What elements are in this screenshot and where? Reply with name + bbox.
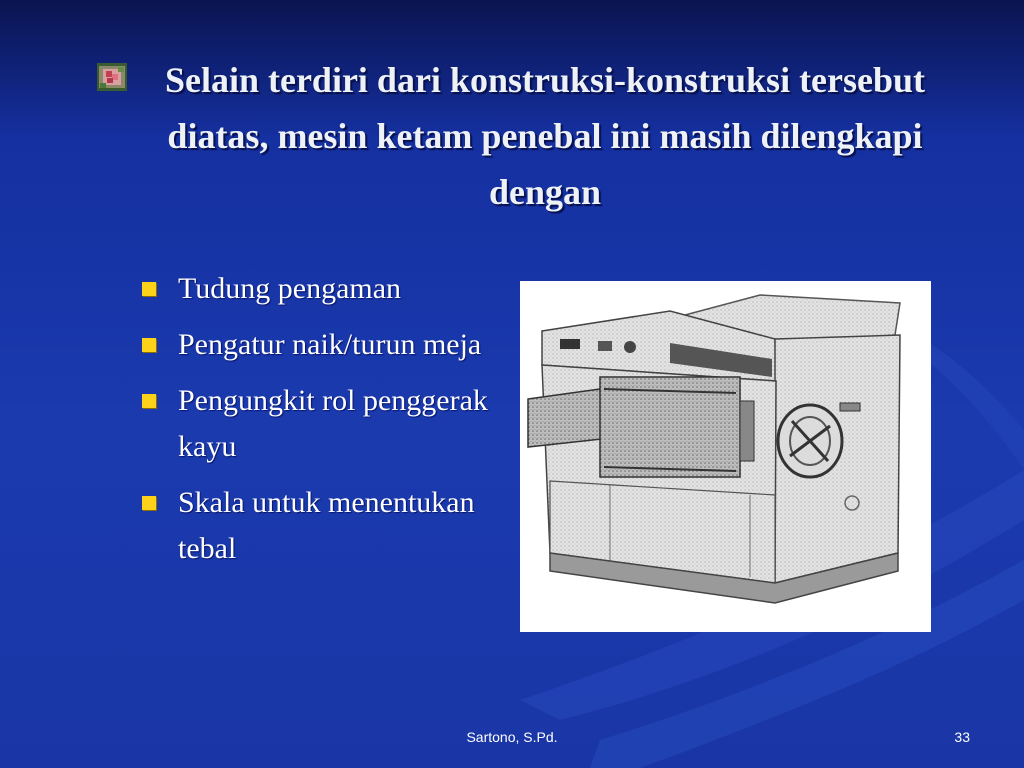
flower-bullet-icon bbox=[97, 63, 127, 91]
square-bullet-icon bbox=[142, 394, 156, 408]
square-bullet-icon bbox=[142, 282, 156, 296]
bullet-text: Skala untuk menentukan tebal bbox=[178, 486, 475, 565]
square-bullet-icon bbox=[142, 338, 156, 352]
bullet-list bbox=[140, 266, 490, 582]
bullet-text: Tudung pengaman bbox=[178, 272, 402, 305]
list-item bbox=[140, 378, 490, 470]
page-number: 33 bbox=[954, 729, 970, 745]
thickness-planer-machine-illustration bbox=[520, 281, 931, 632]
bullet-text: Pengatur naik/turun meja bbox=[178, 328, 482, 361]
slide-title: Selain terdiri dari konstruksi-konstruksi tersebut diatas, mesin ketam penebal ini masih dilengkapi dengan bbox=[164, 60, 926, 212]
list-item bbox=[140, 266, 490, 312]
list-item bbox=[140, 322, 490, 368]
planer-machine-image bbox=[520, 281, 931, 632]
bullet-text: Pengungkit rol penggerak kayu bbox=[178, 384, 488, 463]
list-item bbox=[140, 480, 490, 572]
square-bullet-icon bbox=[142, 496, 156, 510]
footer-author: Sartono, S.Pd. bbox=[466, 729, 558, 745]
